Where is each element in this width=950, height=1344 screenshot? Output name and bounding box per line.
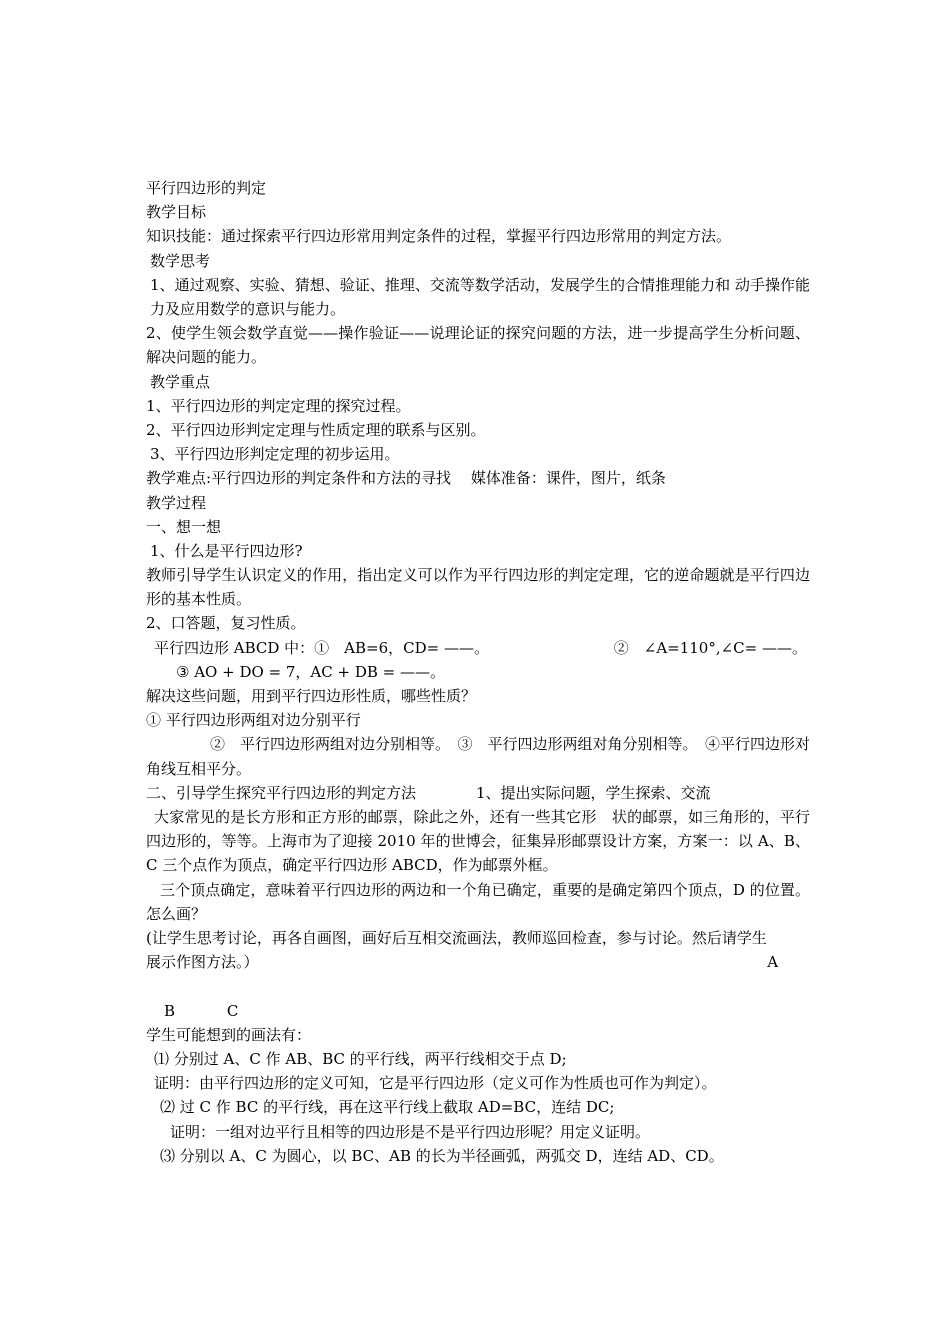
- heading-key-points: 教学重点: [150, 372, 211, 391]
- discussion-line-2: [146, 950, 810, 974]
- thinking-item-2: 2、使学生领会数学直觉——操作验证——说理论证的探究问题的方法，进一步提高学生分析问题、解决问题的能力。: [146, 324, 810, 367]
- figure-label-c: C: [226, 1001, 239, 1020]
- three-vertices-paragraph: 三个顶点确定，意味着平行四边形的两边和一个角已确定，重要的是确定第四个顶点，D 的位置。怎么画？: [146, 880, 810, 923]
- key-point-1: 1、平行四边形的判定定理的探究过程。: [146, 396, 411, 415]
- method-1-proof: 证明：由平行四边形的定义可知，它是平行四边形（定义可作为性质也可作为判定）。: [154, 1074, 717, 1093]
- key-point-3: 3、平行四边形判定定理的初步运用。: [150, 445, 400, 464]
- question-2: 2、口答题，复习性质。: [146, 614, 306, 633]
- discussion-line-1: (让学生思考讨论，再各自画图，画好后互相交流画法，教师巡回检查，参与讨论。然后请学生: [146, 929, 767, 948]
- key-point-2: 2、平行四边形判定定理与性质定理的联系与区别。: [146, 420, 486, 439]
- heading-process: 教学过程: [146, 493, 207, 512]
- question-2-part-b: ③ AO + DO = 7，AC + DB = ——。: [176, 662, 445, 681]
- method-1: ⑴ 分别过 A、C 作 AB、BC 的平行线，两平行线相交于点 D;: [154, 1049, 567, 1068]
- properties-2-4: ② 平行四边形两组对边分别相等。 ③ 平行四边形两组对角分别相等。 ④平行四边形对角线互相平分。: [146, 735, 811, 778]
- discussion-line-2-text: 展示作图方法。）: [146, 953, 259, 972]
- solve-question: 解决这些问题，用到平行四边形性质，哪些性质？: [146, 687, 477, 706]
- thinking-item-1: 1、通过观察、实验、猜想、验证、推理、交流等数学活动，发展学生的合情推理能力和 动手操作能力及应用数学的意识与能力。: [150, 275, 810, 318]
- figure-labels-bc: [146, 999, 810, 1023]
- question-2-part-a: 平行四边形 ABCD 中：① AB=6，CD= ——。 ② ∠A=110°,∠C= ——。: [154, 638, 808, 657]
- question-1: 1、什么是平行四边形?: [150, 541, 303, 560]
- figure-gap: [146, 974, 810, 998]
- methods-intro: 学生可能想到的画法有：: [146, 1025, 312, 1044]
- figure-label-a: A: [767, 953, 779, 972]
- method-2: ⑵ 过 C 作 BC 的平行线，再在这平行线上截取 AD=BC，连结 DC;: [160, 1098, 615, 1117]
- heading-goal: 教学目标: [146, 203, 207, 222]
- doc-title: 平行四边形的判定: [146, 179, 267, 197]
- property-1: ① 平行四边形两组对边分别平行: [146, 711, 361, 730]
- section-1-title: 一、想一想: [146, 517, 222, 536]
- document-body: [146, 176, 810, 1168]
- heading-math-thinking: 数学思考: [150, 251, 211, 270]
- knowledge-skills: 知识技能：通过探索平行四边形常用判定条件的过程，掌握平行四边形常用的判定方法。: [146, 227, 732, 246]
- question-1-text: 教师引导学生认识定义的作用，指出定义可以作为平行四边形的判定定理，它的逆命题就是平行四边形的基本性质。: [146, 566, 810, 609]
- method-3: ⑶ 分别以 A、C 为圆心，以 BC、AB 的长为半径画弧，两弧交 D，连结 AD、CD。: [160, 1146, 724, 1165]
- method-2-proof: 证明：一组对边平行且相等的四边形是不是平行四边形呢？用定义证明。: [170, 1122, 651, 1141]
- section-2-title: 二、引导学生探究平行四边形的判定方法 1、提出实际问题，学生探索、交流: [146, 783, 711, 802]
- stamp-paragraph: 大家常见的是长方形和正方形的邮票，除此之外，还有一些其它形 状的邮票，如三角形的，平行四边形的，等等。上海市为了迎接 2010 年的世博会，征集异形邮票设计方案，方案一：以 A、B、C 三个点作为顶点，确定平行四边形 ABCD，作为邮票外框。: [146, 808, 810, 875]
- figure-label-b: B: [164, 1001, 176, 1020]
- difficulty-and-media: 教学难点:平行四边形的判定条件和方法的寻找 媒体准备：课件，图片，纸条: [146, 469, 666, 488]
